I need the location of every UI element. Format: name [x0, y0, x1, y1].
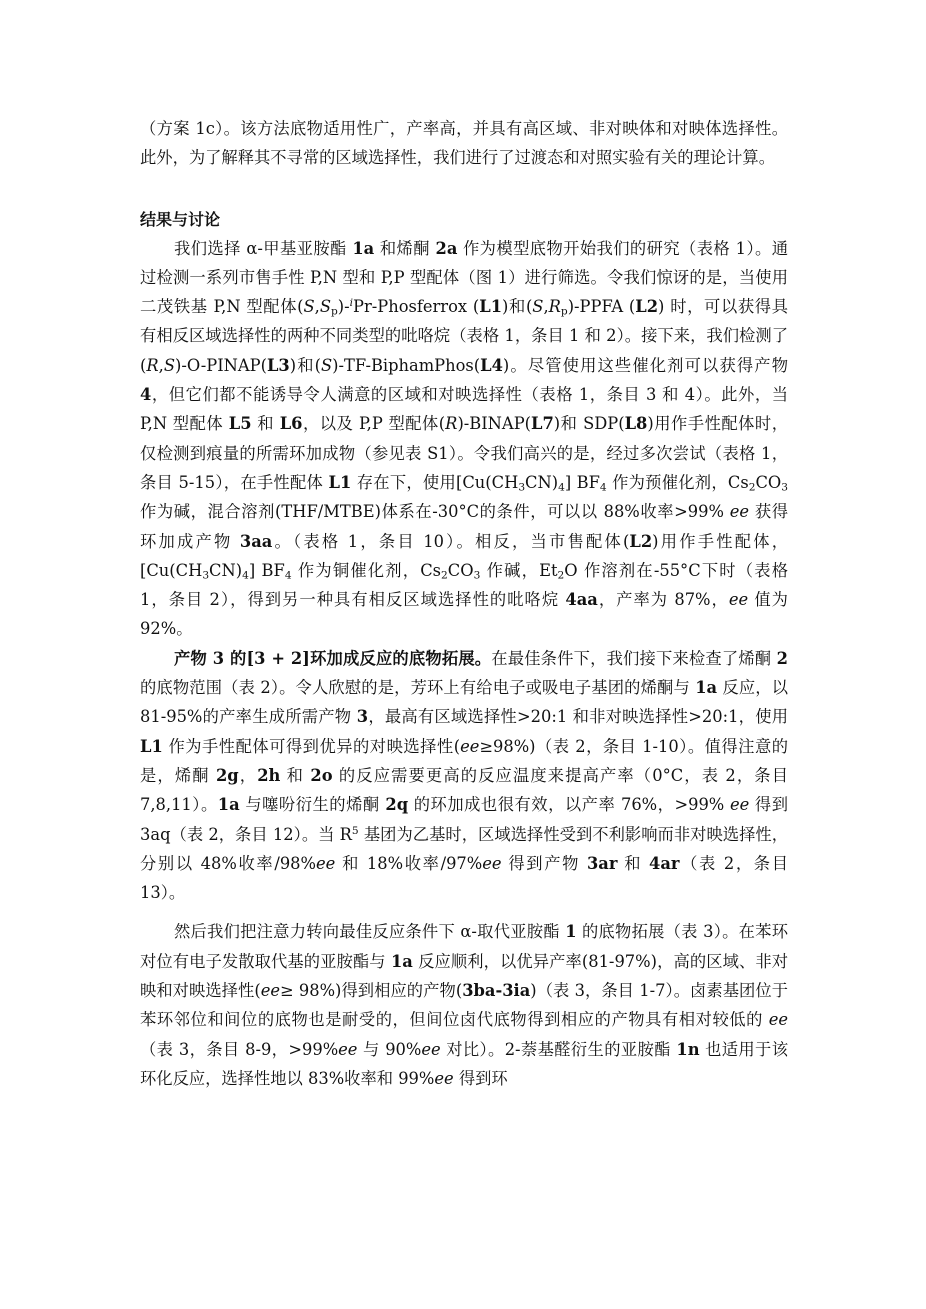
- p1-text: )和(: [289, 355, 322, 375]
- p1-subscript: 4: [599, 481, 607, 494]
- p2-text: 的反应需要更高的反应温度来提高产率（0°C，表 2，条目 7,8,11）。: [140, 765, 788, 815]
- p1-ee: ee: [729, 502, 750, 522]
- p2-compound: 2g: [215, 765, 239, 785]
- p3-text: 与 90%: [357, 1039, 422, 1059]
- p1-subscript: p: [560, 305, 568, 318]
- p1-text: 获得环加成产物: [140, 502, 788, 551]
- p2-text: 的环加成也很有效，以产率 76%，>99%: [408, 795, 730, 815]
- p1-text: )用作手性配体时，仅检测到痕量的所需环加成物（参见表 S1）。令我们高兴的是，经过多次尝试（表格 1，条目 5-15），在手性配体: [140, 414, 788, 492]
- intro-text: （方案 1c）。该方法底物适用性广，产率高，并具有高区域、非对映体和对映体选择性。此外，为了解释其不寻常的区域选择性，我们进行了过渡态和对照实验有关的理论计算。: [140, 119, 788, 168]
- p2-text: ≥98%)（表 2，条目 1-10）。值得注意的是，烯酮: [140, 736, 789, 785]
- p1-ligand: L6: [279, 414, 303, 434]
- p1-ligand: L7: [531, 414, 554, 434]
- p2-ee: ee: [729, 795, 750, 815]
- p1-text: CO: [755, 472, 782, 492]
- p3-compound: 1a: [390, 951, 413, 971]
- p1-text: ,: [314, 297, 320, 317]
- p2-text: 在最佳条件下，我们接下来检查了烯酮: [491, 648, 777, 668]
- p2-text: 作为手性配体可得到优异的对映选择性(: [162, 736, 461, 756]
- p1-text: 作为碱，混合溶剂(THF/MTBE)体系在-30°C的条件，可以以 88%收率>99%: [140, 502, 730, 522]
- p2-compound: 2: [776, 648, 788, 668]
- paragraph-2: [140, 644, 788, 908]
- p3-text: 对比）。2-萘基醛衍生的亚胺酯: [440, 1039, 677, 1059]
- paragraph-3: [140, 917, 788, 1093]
- p1-text: 作为铜催化剂，Cs: [291, 560, 442, 580]
- p1-text: ,: [158, 355, 164, 375]
- p1-text: 。（表格 1，条目 10）。相反，当市售配体(: [272, 531, 630, 551]
- intro-paragraph: [140, 114, 788, 173]
- section-heading: 结果与讨论: [140, 209, 221, 229]
- p3-text: ≥ 98%)得到相应的产物(: [280, 981, 463, 1001]
- p2-lead-heading: 产物 3 的[3 + 2]环加成反应的底物拓展。: [174, 648, 492, 668]
- p1-text: 作为预催化剂，Cs: [606, 472, 749, 492]
- p2-superscript: 5: [351, 824, 359, 837]
- p3-ee: ee: [768, 1010, 788, 1030]
- p1-superscript: i: [349, 297, 354, 310]
- p3-text: （表 3，条目 8-9，>99%: [140, 1039, 339, 1059]
- p3-text: 反应顺利，以优异产率(81-97%)，高的区域、非对映和对映选择性(: [140, 951, 788, 1001]
- p1-stereo: S: [532, 297, 544, 317]
- p2-text: 得到 3aq（表 2，条目 12）。当 R: [140, 795, 789, 844]
- p1-compound: 3aa: [239, 531, 273, 551]
- p2-compound: 3: [356, 707, 369, 727]
- p1-text: CN): [525, 472, 559, 492]
- p1-text: 我们选择 α-甲基亚胺酯: [174, 238, 353, 258]
- p1-subscript: 2: [441, 569, 448, 582]
- p1-stereo: S: [303, 297, 315, 317]
- p3-compound: 1: [565, 922, 577, 942]
- document-page: [140, 114, 788, 1093]
- p1-text: ) 时，可以获得具有相反区域选择性的两种不同类型的吡咯烷（表格 1，条目 1 和 2）。接下来，我们检测了(: [140, 297, 789, 375]
- p2-ee: ee: [482, 853, 502, 873]
- p1-text: ，但它们都不能诱导令人满意的区域和对映选择性（表格 1，条目 3 和 4）。此外，当 P,N 型配体: [140, 385, 788, 434]
- p1-ligand: L4: [480, 355, 503, 375]
- p1-subscript: 3: [202, 569, 210, 582]
- p1-text: )和 SDP(: [553, 414, 625, 434]
- p2-compound: 2o: [310, 765, 333, 785]
- p1-text: )。尽管使用这些催化剂可以获得产物: [502, 355, 788, 375]
- p1-text: )-PPFA (: [567, 297, 636, 317]
- p2-text: 基团为乙基时，区域选择性受到不利影响而非对映选择性，分别以 48%收率/98%: [140, 824, 788, 873]
- p1-compound: 4aa: [565, 590, 598, 610]
- p3-text: 得到环: [453, 1068, 508, 1088]
- p2-text: 反应，以 81-95%的产率生成所需产物: [140, 678, 788, 727]
- p1-stereo: S: [163, 355, 175, 375]
- p1-text: )和(: [502, 297, 533, 317]
- p2-text: （表 2，条目 13）。: [140, 853, 788, 903]
- p2-text: 得到产物: [501, 853, 587, 873]
- p2-compound: 4ar: [649, 853, 680, 873]
- p3-text: )（表 3，条目 1-7）。卤素基团位于苯环邻位和间位的底物也是耐受的，但间位卤代底物得到相应的产物具有相对较低的: [140, 981, 789, 1030]
- p1-text: ，以及 P,P 型配体(: [302, 414, 446, 434]
- p3-text: 的底物拓展（表 3）。在苯环对位有电子发散取代基的亚胺酯与: [140, 922, 788, 971]
- p2-compound: 2h: [257, 765, 281, 785]
- p1-subscript: p: [331, 305, 338, 318]
- p2-text: 与噻吩衍生的烯酮: [239, 795, 386, 815]
- p1-subscript: 3: [518, 481, 526, 494]
- p2-compound: 3ar: [586, 853, 618, 873]
- p3-compound: 3ba-3ia: [462, 981, 531, 1001]
- p1-ligand: L8: [624, 414, 648, 434]
- p3-ee: ee: [338, 1039, 358, 1059]
- p1-subscript: 3: [473, 569, 481, 582]
- p1-ligand: L2: [635, 297, 659, 317]
- p1-ee: ee: [728, 590, 749, 610]
- p1-compound: 1a: [352, 238, 375, 258]
- p1-text: )用作手性配体，[Cu(CH: [140, 531, 788, 580]
- p1-text: )-: [337, 297, 350, 317]
- p1-subscript: 4: [558, 481, 565, 494]
- p1-text: )-BINAP(: [457, 414, 531, 434]
- p1-text: 值为 92%。: [140, 590, 788, 639]
- p1-text: ] BF: [248, 560, 285, 580]
- p2-compound: 1a: [217, 795, 240, 815]
- p1-compound: 2a: [435, 238, 458, 258]
- p2-text: 的底物范围（表 2）。令人欣慰的是，芳环上有给电子或吸电子基团的烯酮与: [140, 678, 696, 698]
- p1-stereo: S: [319, 297, 331, 317]
- p1-subscript: 2: [557, 569, 565, 582]
- p1-text: ，产率为 87%，: [597, 590, 729, 610]
- p1-ligand: L3: [266, 355, 290, 375]
- p1-stereo: S: [321, 355, 333, 375]
- p3-text: 然后我们把注意力转向最佳反应条件下 α-取代亚胺酯: [174, 922, 566, 942]
- p2-text: 和 18%收率/97%: [335, 853, 483, 873]
- p1-ligand: L5: [228, 414, 252, 434]
- p1-text: )-O-PINAP(: [174, 355, 267, 375]
- p1-stereo: R: [146, 355, 159, 375]
- p3-ee: ee: [421, 1039, 441, 1059]
- p1-text: ,: [543, 297, 549, 317]
- p1-text: ] BF: [564, 472, 600, 492]
- p3-compound: 1n: [676, 1039, 700, 1059]
- p2-ee: ee: [460, 736, 480, 756]
- p1-text: CO: [447, 560, 474, 580]
- p1-text: CN): [209, 560, 243, 580]
- p1-ligand: L2: [629, 531, 653, 551]
- p1-subscript: 2: [748, 481, 756, 494]
- p2-compound: 1a: [695, 678, 718, 698]
- p1-text: 存在下，使用[Cu(CH: [351, 472, 519, 492]
- p3-text: 也适用于该环化反应，选择性地以 83%收率和 99%: [140, 1039, 788, 1088]
- p1-ligand: L1: [328, 472, 352, 492]
- p1-subscript: 4: [242, 569, 249, 582]
- p1-stereo: R: [548, 297, 561, 317]
- p2-compound: 2q: [385, 795, 409, 815]
- p1-text: 作碱，Et: [480, 560, 558, 580]
- p2-text: ，最高有区域选择性>20:1 和非对映选择性>20:1，使用: [368, 707, 788, 727]
- p2-text: ，: [238, 765, 258, 785]
- p1-compound: 4: [140, 385, 152, 405]
- p2-ee: ee: [316, 853, 336, 873]
- p1-text: 作为模型底物开始我们的研究（表格 1）。通过检测一系列市售手性 P,N 型和 P,P 型配体（图 1）进行筛选。令我们惊讶的是，当使用二茂铁基 P,N 型配体(: [140, 238, 788, 317]
- p2-text: 和: [280, 765, 311, 785]
- p1-subscript: 3: [781, 481, 788, 494]
- p1-text: O 作溶剂在-55°C下时（表格 1，条目 2），得到另一种具有相反区域选择性的吡咯烷: [140, 560, 788, 610]
- paragraph-1: [140, 234, 788, 644]
- p1-ligand: L1: [479, 297, 503, 317]
- p1-text: )-TF-BiphamPhos(: [332, 355, 481, 375]
- p1-stereo: R: [445, 414, 458, 434]
- p1-text: 和: [251, 414, 280, 434]
- p1-text: Pr-Phosferrox (: [353, 297, 480, 317]
- p2-ligand: L1: [140, 736, 163, 756]
- p1-subscript: 4: [284, 569, 292, 582]
- p3-ee: ee: [260, 981, 280, 1001]
- p1-text: 和烯酮: [374, 238, 436, 258]
- p2-text: 和: [617, 853, 649, 873]
- p3-ee: ee: [434, 1068, 454, 1088]
